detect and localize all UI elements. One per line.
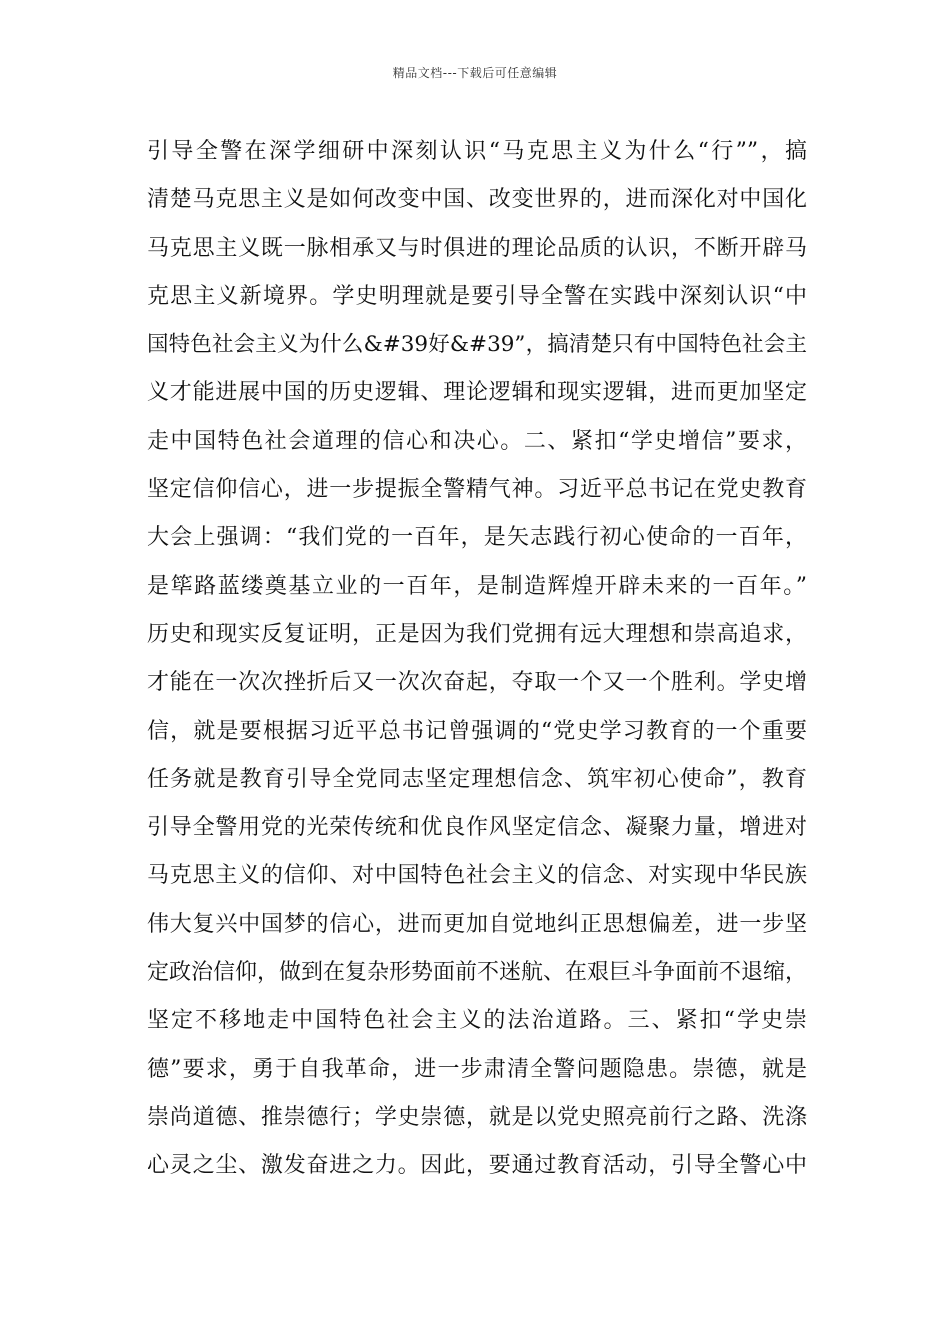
page-header: 精品文档---下载后可任意编辑 [392,66,558,80]
text-line: 伟大复兴中国梦的信心，进而更加自觉地纠正思想偏差，进一步坚 [147,911,807,937]
text-line: 心灵之尘、激发奋进之力。因此，要通过教育活动，引导全警心中 [147,1153,807,1179]
text-line: 引导全警用党的光荣传统和优良作风坚定信念、凝聚力量，增进对 [147,815,807,841]
text-line: 清楚马克思主义是如何改变中国、改变世界的，进而深化对中国化 [147,187,807,213]
text-line: 马克思主义既一脉相承又与时俱进的理论品质的认识，不断开辟马 [147,235,807,261]
text-line: 崇尚道德、推崇德行；学史崇德，就是以党史照亮前行之路、洗涤 [147,1104,807,1130]
text-line: 是筚路蓝缕奠基立业的一百年，是制造辉煌开辟未来的一百年。” [147,573,807,599]
text-line: 义才能进展中国的历史逻辑、理论逻辑和现实逻辑，进而更加坚定 [147,380,807,406]
text-line: 引导全警在深学细研中深刻认识“马克思主义为什么“行””，搞 [147,139,807,164]
text-line: 信，就是要根据习近平总书记曾强调的“党史学习教育的一个重要 [147,718,807,744]
text-line: 历史和现实反复证明，正是因为我们党拥有远大理想和崇高追求， [147,621,807,647]
text-line: 坚定不移地走中国特色社会主义的法治道路。三、紧扣“学史崇 [147,1008,807,1034]
body-text [147,128,807,1191]
text-line: 坚定信仰信心，进一步提振全警精气神。习近平总书记在党史教育 [147,477,807,503]
text-line: 德”要求，勇于自我革命，进一步肃清全警问题隐患。崇德，就是 [147,1056,807,1082]
text-line: 克思主义新境界。学史明理就是要引导全警在实践中深刻认识“中 [147,283,807,309]
text-line: 定政治信仰，做到在复杂形势面前不迷航、在艰巨斗争面前不退缩， [147,960,807,986]
text-line: 大会上强调：“我们党的一百年，是矢志践行初心使命的一百年， [147,525,807,551]
text-line: 任务就是教育引导全党同志坚定理想信念、筑牢初心使命”，教育 [147,766,807,792]
text-line: 国特色社会主义为什么&#39好&#39”，搞清楚只有中国特色社会主 [147,332,807,358]
text-line: 才能在一次次挫折后又一次次奋起，夺取一个又一个胜利。学史增 [147,670,807,696]
text-line: 走中国特色社会道理的信心和决心。二、紧扣“学史增信”要求， [147,428,807,454]
text-line: 马克思主义的信仰、对中国特色社会主义的信念、对实现中华民族 [147,863,807,889]
